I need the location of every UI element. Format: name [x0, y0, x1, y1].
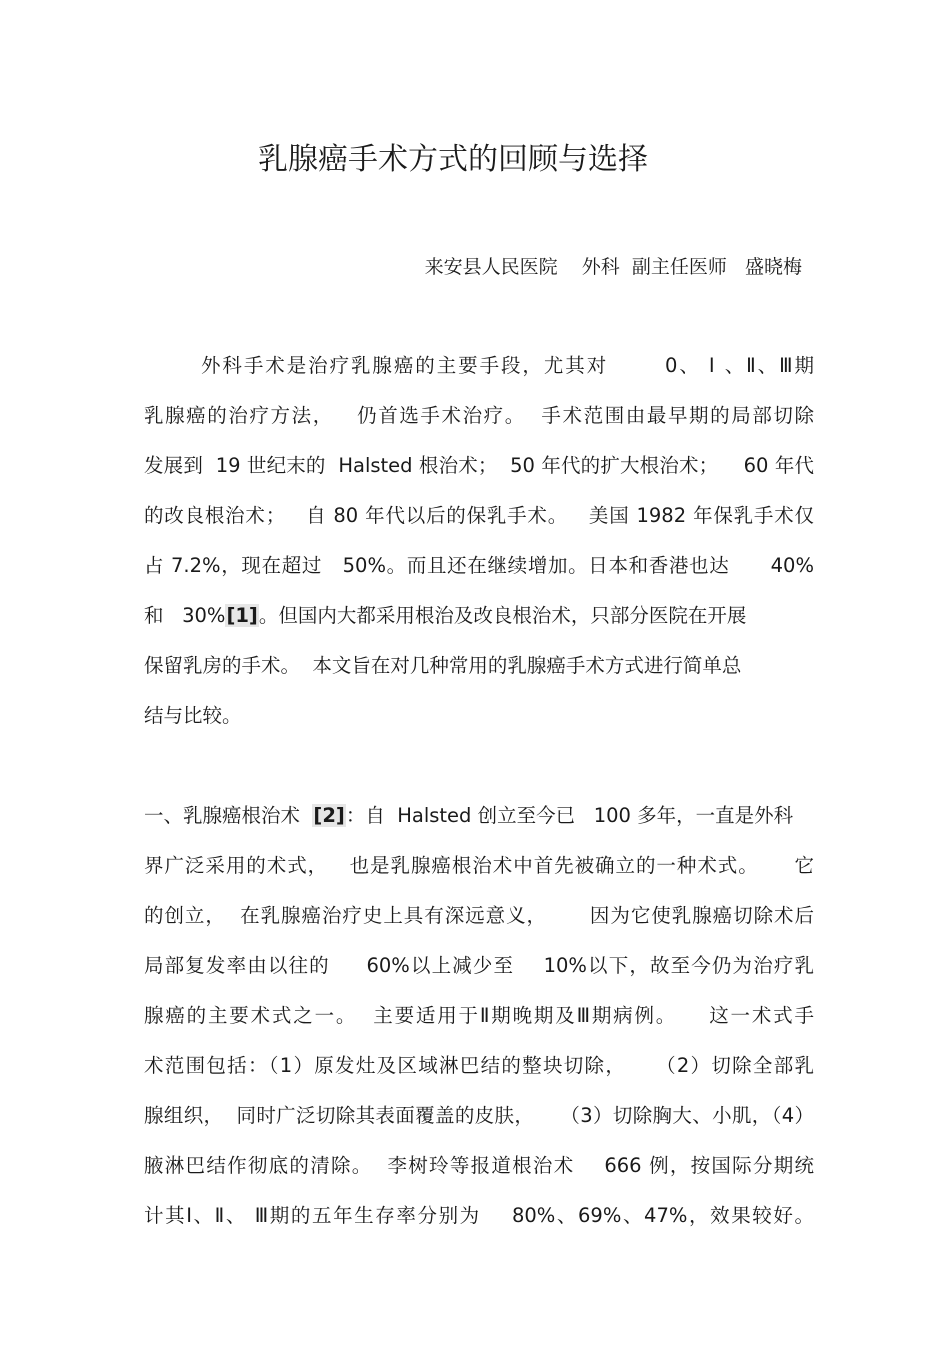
- text-line: 的创立， 在乳腺癌治疗史上具有深远意义， 因为它使乳腺癌切除术后: [144, 904, 814, 927]
- text-line: 腺组织， 同时广泛切除其表面覆盖的皮肤， （3）切除胸大、小肌，（4）: [144, 1104, 814, 1127]
- text-fragment: ：自 Halsted 创立至今已 100 多年，一直是外科: [345, 804, 794, 827]
- citation-ref-1[interactable]: [1]: [226, 604, 258, 627]
- intro-paragraph: [144, 341, 814, 741]
- text-fragment: 和 30%: [144, 604, 226, 627]
- text-fragment: 。但国内大都采用根治及改良根治术，只部分医院在开展: [258, 604, 747, 627]
- text-line: 界广泛采用的术式， 也是乳腺癌根治术中首先被确立的一种术式。 它: [144, 854, 814, 877]
- text-line: 局部复发率由以往的 60%以上减少至 10%以下，故至今仍为治疗乳: [144, 954, 814, 977]
- text-line: 腋淋巴结作彻底的清除。 李树玲等报道根治术 666 例，按国际分期统: [144, 1154, 814, 1177]
- citation-ref-2[interactable]: [2]: [313, 804, 345, 827]
- section-heading: 一、乳腺癌根治术: [144, 804, 313, 827]
- text-line: 外科手术是治疗乳腺癌的主要手段，尤其对 0、 Ⅰ 、Ⅱ、Ⅲ期: [201, 354, 814, 377]
- author-line: 来安县人民医院 外科 副主任医师 盛晓梅: [424, 256, 802, 278]
- text-line: 占 7.2%，现在超过 50%。而且还在继续增加。日本和香港也达 40%: [144, 554, 814, 577]
- section-heading-line: [144, 791, 814, 841]
- text-line: 计其Ⅰ、Ⅱ、 Ⅲ期的五年生存率分别为 80%、69%、47%，效果较好。: [144, 1204, 814, 1227]
- text-line: 结与比较。: [144, 704, 242, 727]
- text-line: [144, 591, 814, 641]
- text-line: 乳腺癌的治疗方法， 仍首选手术治疗。 手术范围由最早期的局部切除: [144, 404, 814, 427]
- text-line: 发展到 19 世纪末的 Halsted 根治术； 50 年代的扩大根治术； 60 年代: [144, 454, 814, 477]
- text-line: 保留乳房的手术。 本文旨在对几种常用的乳腺癌手术方式进行简单总: [144, 654, 742, 677]
- text-line: 的改良根治术； 自 80 年代以后的保乳手术。 美国 1982 年保乳手术仅: [144, 504, 814, 527]
- text-line: 术范围包括：（1）原发灶及区域淋巴结的整块切除， （2）切除全部乳: [144, 1054, 814, 1077]
- text-line: 腺癌的主要术式之一。 主要适用于Ⅱ期晚期及Ⅲ期病例。 这一术式手: [144, 1004, 814, 1027]
- document-title: 乳腺癌手术方式的回顾与选择: [258, 142, 648, 177]
- section-1-paragraph: [144, 791, 814, 1241]
